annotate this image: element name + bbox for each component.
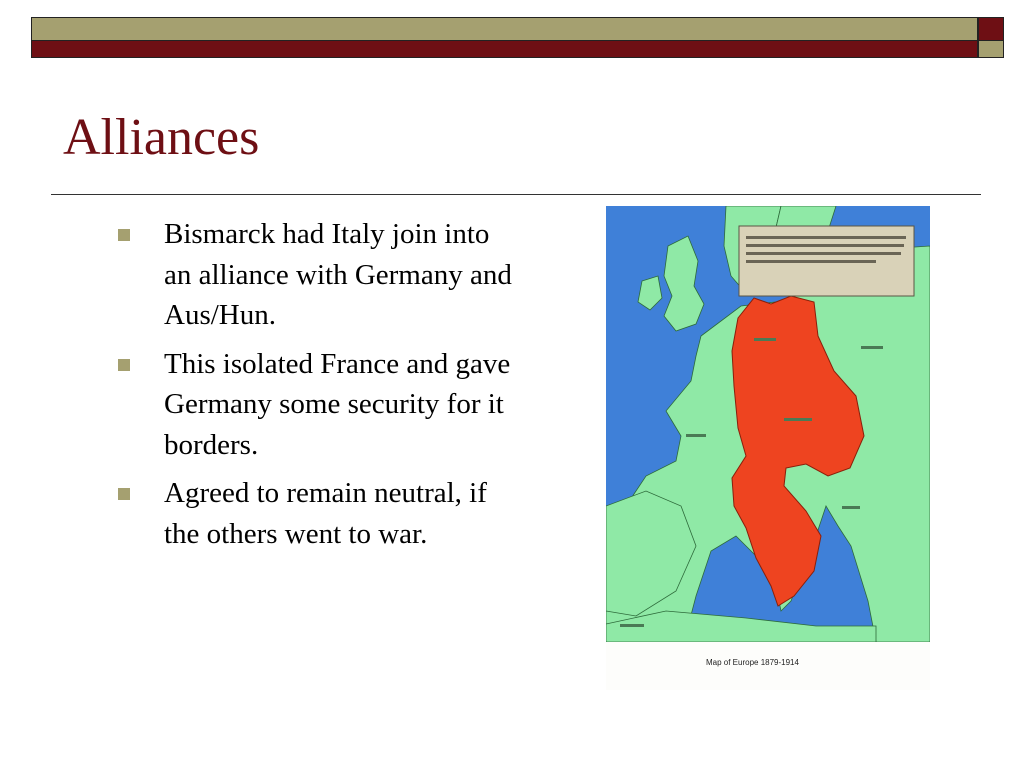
bullet-item [112,473,512,554]
bullet-text: Agreed to remain neutral, if the others went to war. [164,477,487,550]
bullet-item [112,214,512,336]
bullet-square-icon [118,229,130,241]
bullet-text: This isolated France and gave Germany some security for it borders. [164,347,511,461]
bullet-text: Bismarck had Italy join into an alliance with Germany and Aus/Hun. [164,218,512,331]
corner-block-olive [978,41,1004,58]
bullet-square-icon [118,359,130,371]
title-divider [51,194,981,195]
map-caption: Map of Europe 1879-1914 [706,658,799,667]
bullet-item [112,344,512,466]
slide-title: Alliances [63,109,260,166]
corner-block-maroon [978,17,1004,41]
europe-map-image [606,206,930,642]
header-bar-olive [31,17,978,41]
europe-map-figure [606,206,930,690]
bullet-square-icon [118,488,130,500]
bullet-list [112,214,512,562]
header-bar-maroon [31,41,978,58]
